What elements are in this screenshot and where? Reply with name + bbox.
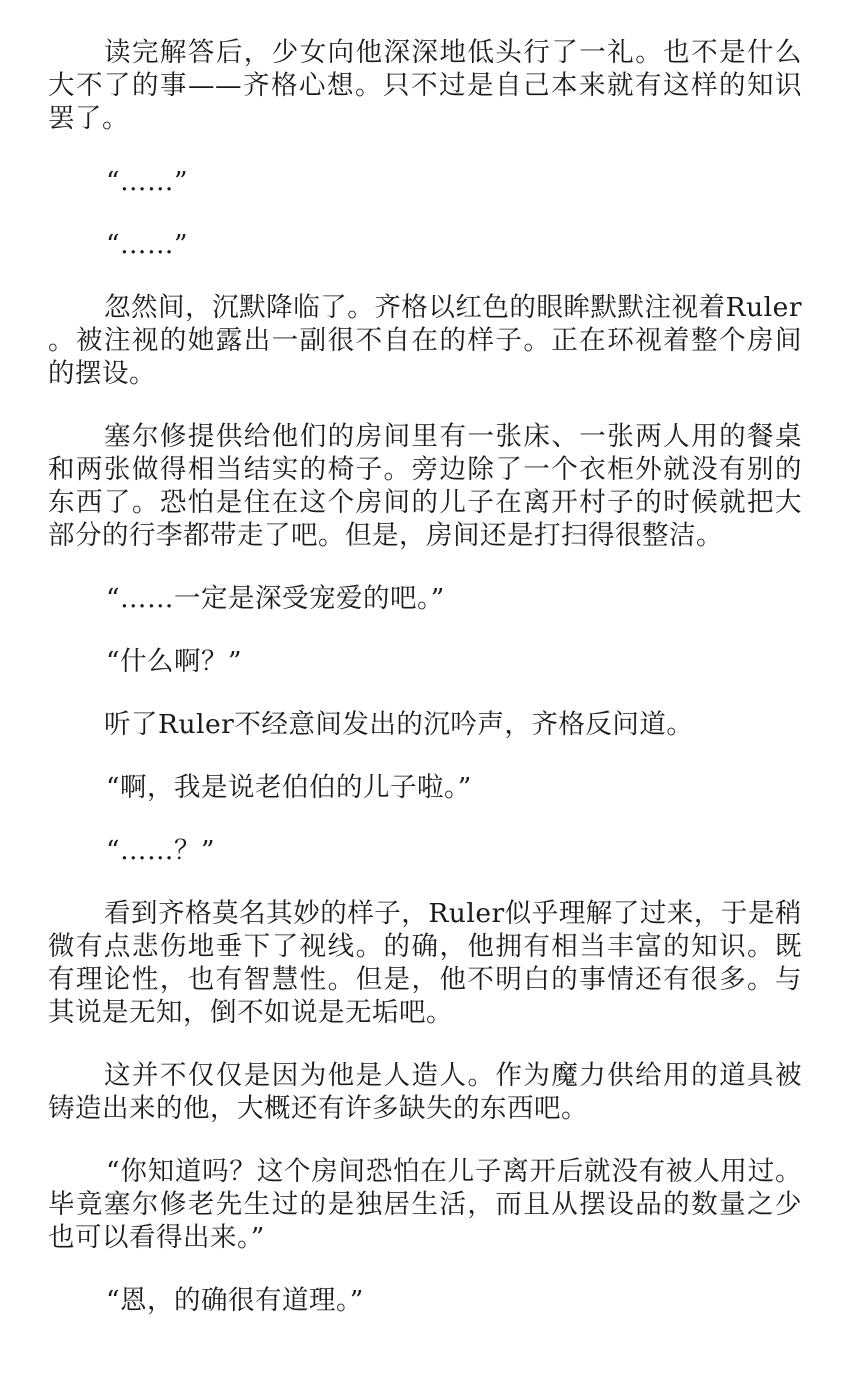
paragraph: 读完解答后，少女向他深深地低头行了一礼。也不是什么大不了的事——齐格心想。只不过是自己本来就有这样的知识罢了。 [48, 37, 802, 134]
dialogue-line: “……一定是深受宠爱的吧。” [106, 583, 445, 614]
dialogue-line: “你知道吗？这个房间恐怕在儿子离开后就没有被人用过。毕竟塞尔修老先生过的是独居生活，而且从摆设品的数量之少也可以看得出来。” [48, 1156, 802, 1253]
dialogue-line: “……” [106, 166, 189, 197]
paragraph: 忽然间，沉默降临了。齐格以红色的眼眸默默注视着Ruler。被注视的她露出一副很不自在的样子。正在环视着整个房间的摆设。 [48, 292, 802, 389]
dialogue-line: “什么啊？” [106, 646, 243, 677]
dialogue-line: “……？” [106, 835, 216, 866]
paragraph: 看到齐格莫名其妙的样子，Ruler似乎理解了过来，于是稍微有点悲伤地垂下了视线。的确，他拥有相当丰富的知识。既有理论性，也有智慧性。但是，他不明白的事情还有很多。与其说是无知，倒不如说是无垢吧。 [48, 898, 802, 1028]
paragraph: 这并不仅仅是因为他是人造人。作为魔力供给用的道具被铸造出来的他，大概还有许多缺失的东西吧。 [48, 1060, 802, 1124]
dialogue-line: “……” [106, 229, 189, 260]
paragraph: 塞尔修提供给他们的房间里有一张床、一张两人用的餐桌和两张做得相当结实的椅子。旁边除了一个衣柜外就没有别的东西了。恐怕是住在这个房间的儿子在离开村子的时候就把大部分的行李都带走了吧。但是，房间还是打扫得很整洁。 [48, 421, 802, 551]
dialogue-line: “啊，我是说老伯伯的儿子啦。” [106, 772, 472, 803]
paragraph: 听了Ruler不经意间发出的沉吟声，齐格反问道。 [104, 709, 694, 740]
dialogue-line: “恩，的确很有道理。” [106, 1285, 364, 1316]
document-page [48, 36, 802, 1347]
